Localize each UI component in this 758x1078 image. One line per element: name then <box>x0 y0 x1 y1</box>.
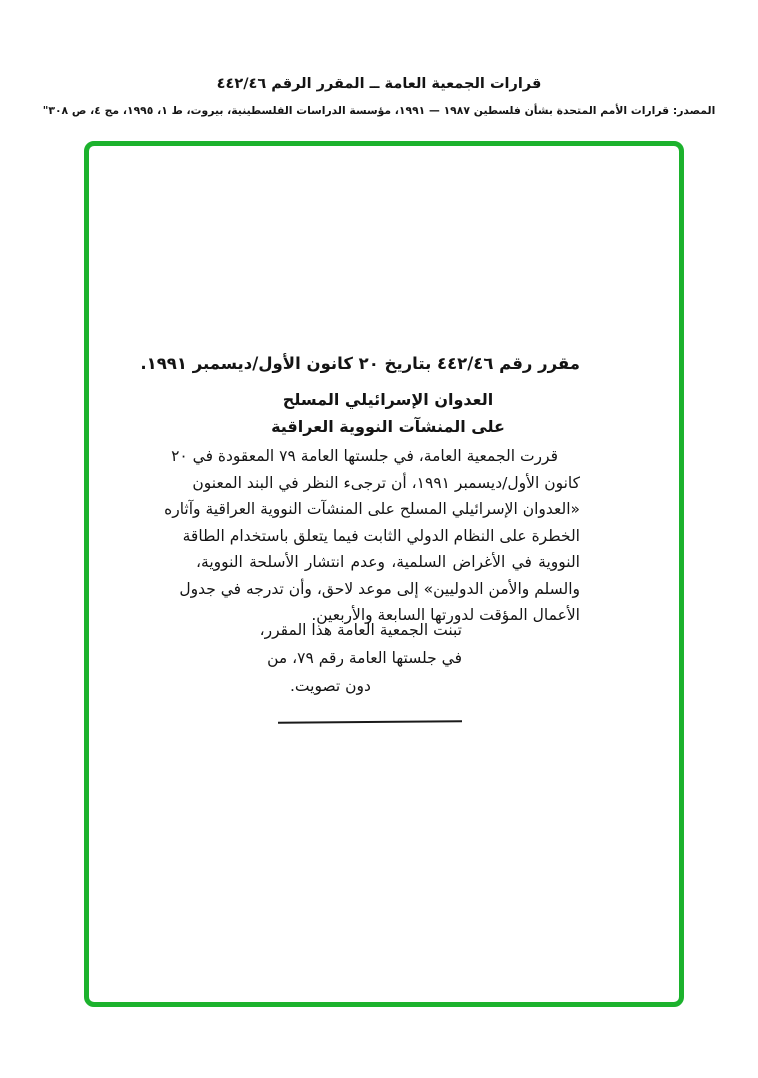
body-line: كانون الأول/ديسمبر ١٩٩١، أن ترجىء النظر في البند المعنون <box>192 473 580 492</box>
decree-body-paragraph <box>164 443 580 629</box>
page-title: قرارات الجمعية العامة ــ المقرر الرقم ٤٤٢/٤٦ <box>216 76 542 92</box>
adoption-note-line: دون تصويت. <box>290 677 371 695</box>
adoption-note-line: في جلستها العامة رقم ٧٩، من <box>267 649 462 667</box>
adoption-note-line: تبنت الجمعية العامة هذا المقرر، <box>259 621 462 639</box>
adoption-note-paragraph <box>259 616 462 700</box>
body-line: قررت الجمعية العامة، في جلستها العامة ٧٩ المعقودة في ٢٠ <box>171 447 558 465</box>
body-line: النووية في الأغراض السلمية، وعدم انتشار الأسلحة النووية، <box>196 553 580 571</box>
source-citation-line: المصدر: قرارات الأمم المتحدة بشأن فلسطين ١٩٨٧ — ١٩٩١، مؤسسة الدراسات الفلسطينية، بيروت، ط ١، ١٩٩٥، مج ٤، ص ٣٠٨" <box>42 104 716 117</box>
decree-subject-line-2: على المنشآت النووية العراقية <box>271 417 505 436</box>
body-line: والسلم والأمن الدوليين» إلى موعد لاحق، وأن تدرجه في جدول <box>179 579 580 598</box>
body-line: الأعمال المؤقت لدورتها السابعة والأربعين. <box>311 606 580 624</box>
body-line: الخطرة على النظام الدولي الثابت فيما يتعلق باستخدام الطاقة <box>182 526 580 545</box>
body-line: «العدوان الإسرائيلي المسلح على المنشآت النووية العراقية وآثاره <box>164 500 580 518</box>
decree-number-line: مقرر رقم ٤٤٢/٤٦ بتاريخ ٢٠ كانون الأول/ديسمبر ١٩٩١. <box>140 354 580 373</box>
decree-subject-line-1: العدوان الإسرائيلي المسلح <box>282 390 494 409</box>
